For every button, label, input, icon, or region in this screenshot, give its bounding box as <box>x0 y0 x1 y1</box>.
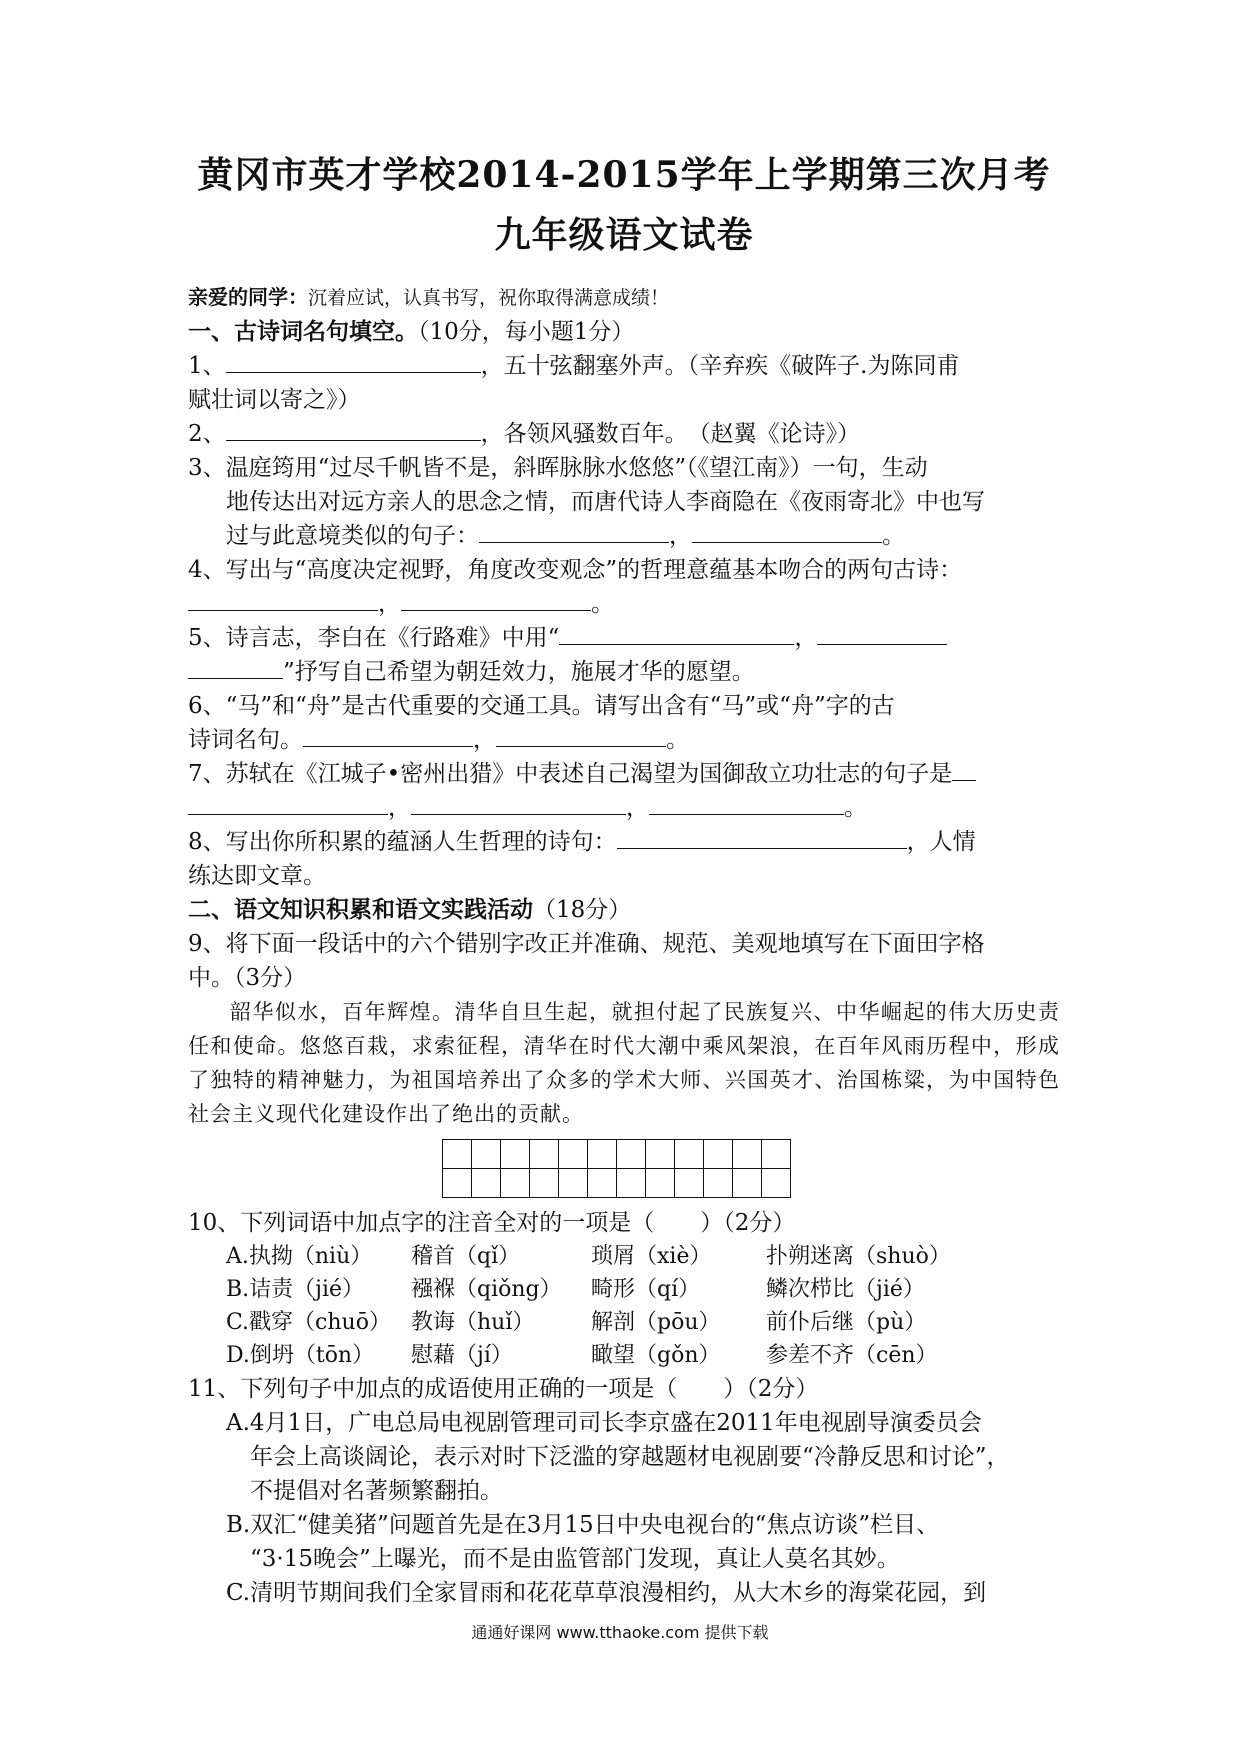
grid-cell[interactable] <box>472 1169 501 1198</box>
grid-cell[interactable] <box>530 1140 559 1169</box>
answer-blank[interactable] <box>188 656 283 679</box>
question-8: 8、写出你所积累的蕴涵人生哲理的诗句： ，人情 <box>188 825 1060 859</box>
question-4-answer: ， 。 <box>188 587 1060 621</box>
question-11-option-b: B.双汇“健美猪”问题首先是在3月15日中央电视台的“焦点访谈”栏目、 <box>226 1512 940 1538</box>
option-cell: 教诲（huǐ） <box>411 1310 535 1335</box>
grid-cell[interactable] <box>501 1140 530 1169</box>
option-cell: 畸形（qí） <box>591 1277 701 1302</box>
option-cell: 慰藉（jí） <box>411 1343 513 1368</box>
grid-cell[interactable] <box>733 1169 762 1198</box>
grid-cell[interactable] <box>472 1140 501 1169</box>
answer-blank[interactable] <box>817 622 947 645</box>
option-cell: 鳞次栉比（jié） <box>766 1277 925 1302</box>
grid-cell[interactable] <box>443 1140 472 1169</box>
option-cell: A.执拗（niù） <box>226 1244 373 1269</box>
question-10-options <box>188 1240 1060 1372</box>
grid-cell[interactable] <box>443 1169 472 1198</box>
grid-cell[interactable] <box>559 1169 588 1198</box>
question-5: 5、诗言志，李白在《行路难》中用“ ， <box>188 621 1060 655</box>
question-3: 3、温庭筠用“过尽千帆皆不是，斜晖脉脉水悠悠”（《望江南》）一句，生动 <box>188 455 928 481</box>
section1-heading: 一、古诗词名句填空。（10分，每小题1分） <box>188 318 635 345</box>
question-11-option-c: C.清明节期间我们全家冒雨和花花草草浪漫相约，从大木乡的海棠花园，到 <box>226 1580 987 1606</box>
grid-cell[interactable] <box>559 1140 588 1169</box>
question-5-cont: ”抒写自己希望为朝廷效力，施展才华的愿望。 <box>188 655 1060 689</box>
option-cell: C.戳穿（chuō） <box>226 1310 391 1335</box>
grid-cell[interactable] <box>762 1169 791 1198</box>
question-3-line2: 地传达出对远方亲人的思念之情，而唐代诗人李商隐在《夜雨寄北》中也写 <box>226 489 985 515</box>
question-11-option-b-line2: “3·15晚会”上曝光，而不是由监管部门发现，真让人莫名其妙。 <box>250 1546 900 1572</box>
question-9: 9、将下面一段话中的六个错别字改正并准确、规范、美观地填写在下面田字格 <box>188 931 985 957</box>
answer-blank[interactable] <box>188 588 378 611</box>
greeting-text: 沉着应试，认真书写，祝你取得满意成绩！ <box>308 287 670 309</box>
grid-cell[interactable] <box>762 1140 791 1169</box>
exam-subtitle: 九年级语文试卷 <box>494 214 754 256</box>
answer-blank[interactable] <box>617 826 907 849</box>
question-11: 11、下列句子中加点的成语使用正确的一项是（ ）（2分） <box>188 1376 819 1402</box>
answer-blank[interactable] <box>303 724 473 747</box>
grid-cell[interactable] <box>704 1140 733 1169</box>
option-cell: 参差不齐（cēn） <box>766 1343 938 1368</box>
answer-blank[interactable] <box>411 792 626 815</box>
question-7-answer: ， ， 。 <box>188 791 1060 825</box>
grid-cell[interactable] <box>501 1169 530 1198</box>
question-6-cont: 诗词名句。 ， 。 <box>188 723 1060 757</box>
option-cell: 稽首（qǐ） <box>411 1244 521 1269</box>
question-7: 7、苏轼在《江城子•密州出猎》中表述自己渴望为国御敌立功壮志的句子是 <box>188 757 1060 791</box>
answer-blank[interactable] <box>692 520 882 543</box>
grid-cell[interactable] <box>617 1169 646 1198</box>
question-1-cont: 赋壮词以寄之》） <box>188 387 361 413</box>
grid-cell[interactable] <box>733 1140 762 1169</box>
option-cell: D.倒坍（tōn） <box>226 1343 375 1368</box>
greeting-label: 亲爱的同学： <box>188 285 308 309</box>
grid-cell[interactable] <box>530 1169 559 1198</box>
answer-blank[interactable] <box>479 520 669 543</box>
question-9-passage: 韶华似水，百年辉煌。清华自旦生起，就担付起了民族复兴、中华崛起的伟大历史责任和使命。悠悠百栽，求索征程，清华在时代大潮中乘风架浪，在百年风雨历程中，形成了独特的精神魅力，为祖国培养出了众多的学术大师、兴国英才、治国栋粱，为中国特色社会主义现代化建设作出了绝出的贡献。 <box>188 1000 1060 1126</box>
greeting <box>188 280 1060 315</box>
question-8-cont: 练达即文章。 <box>188 863 326 889</box>
answer-blank[interactable] <box>952 758 976 781</box>
option-cell: 扑朔迷离（shuò） <box>766 1244 951 1269</box>
answer-blank[interactable] <box>559 622 794 645</box>
option-cell: 解剖（pōu） <box>591 1310 721 1335</box>
grid-cell[interactable] <box>675 1140 704 1169</box>
question-10: 10、下列词语中加点字的注音全对的一项是（ ）（2分） <box>188 1210 796 1236</box>
question-3-line3: 过与此意境类似的句子： ， 。 <box>188 519 1060 553</box>
grid-cell[interactable] <box>646 1140 675 1169</box>
exam-page <box>188 150 1060 1610</box>
question-11-option-a: A.4月1日，广电总局电视剧管理司司长李京盛在2011年电视剧导演委员会 <box>226 1410 982 1436</box>
option-cell: 琐屑（xiè） <box>591 1244 712 1269</box>
question-2: 2、 ，各领风骚数百年。 （赵翼《论诗》） <box>188 417 1060 451</box>
answer-blank[interactable] <box>401 588 591 611</box>
question-11-option-a-line3: 不提倡对名著频繁翻拍。 <box>250 1478 503 1504</box>
section2-heading: 二、语文知识积累和语文实践活动（18分） <box>188 896 632 923</box>
question-11-option-a-line2: 年会上高谈阔论，表示对时下泛滥的穿越题材电视剧要“冷静反思和讨论”， <box>250 1444 1010 1470</box>
answer-blank[interactable] <box>226 418 481 441</box>
question-6: 6、“马”和“舟”是古代重要的交通工具。请写出含有“马”或“舟”字的古 <box>188 693 895 719</box>
option-cell: 前仆后继（pù） <box>766 1310 927 1335</box>
question-1: 1、 ，五十弦翻塞外声。（辛弃疾《破阵子.为陈同甫 <box>188 349 1060 383</box>
grid-cell[interactable] <box>675 1169 704 1198</box>
grid-cell[interactable] <box>646 1169 675 1198</box>
question-9-cont: 中。（3分） <box>188 965 307 991</box>
option-cell: B.诘责（jié） <box>226 1277 365 1302</box>
grid-cell[interactable] <box>588 1169 617 1198</box>
question-4: 4、写出与“高度决定视野，角度改变观念”的哲理意蕴基本吻合的两句古诗： <box>188 557 963 583</box>
grid-cell[interactable] <box>617 1140 646 1169</box>
option-cell: 瞰望（gǒn） <box>591 1343 721 1368</box>
grid-cell[interactable] <box>588 1140 617 1169</box>
answer-blank[interactable] <box>649 792 844 815</box>
answer-blank[interactable] <box>226 350 481 373</box>
grid-cell[interactable] <box>704 1169 733 1198</box>
page-footer: 通通好课网 www.tthaoke.com 提供下载 <box>471 1623 769 1642</box>
character-grid <box>442 1139 791 1198</box>
answer-blank[interactable] <box>188 792 388 815</box>
exam-title: 黄冈市英才学校2014-2015学年上学期第三次月考 <box>197 154 1051 196</box>
option-cell: 襁褓（qiǒng） <box>411 1277 562 1302</box>
answer-blank[interactable] <box>496 724 666 747</box>
